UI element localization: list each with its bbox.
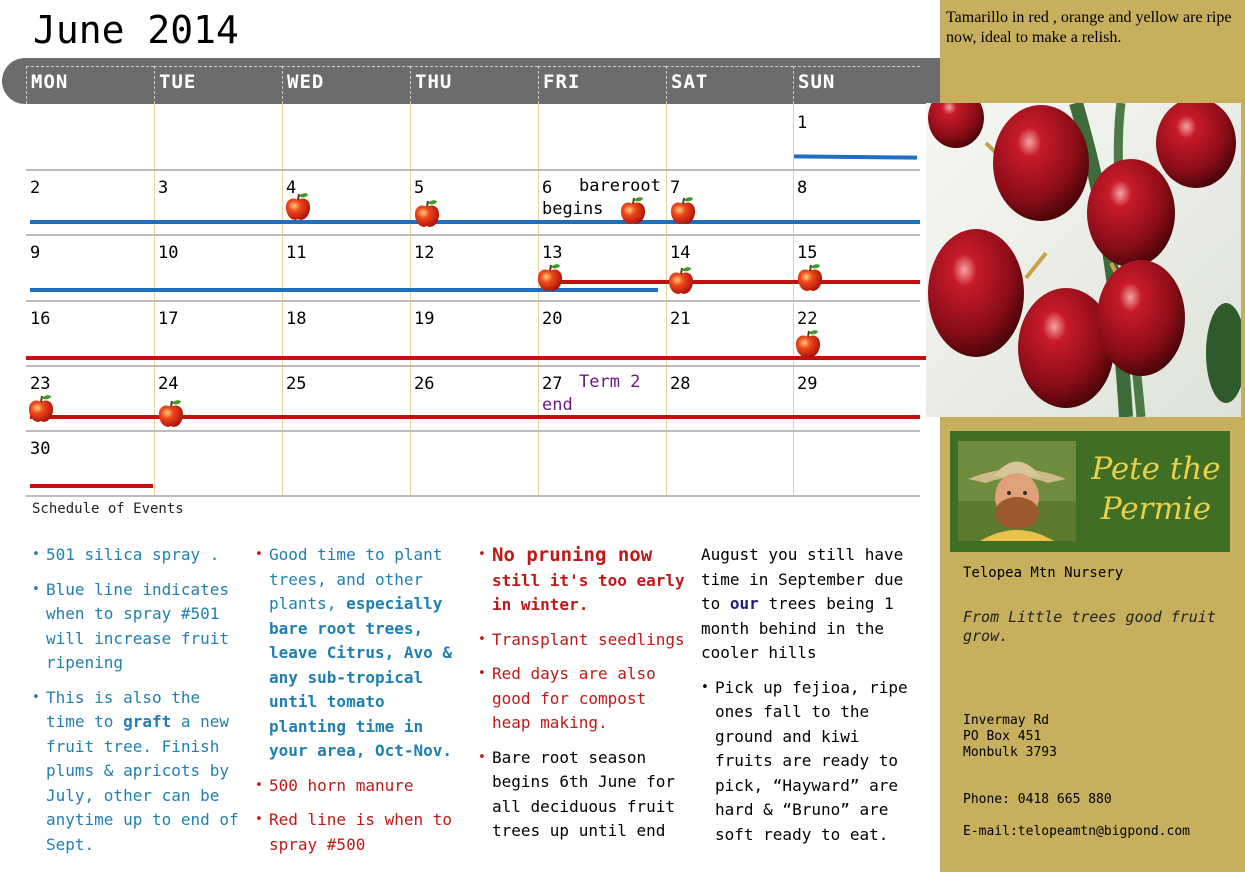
event-no-pruning: • No pruning now still it's too early in winter. bbox=[478, 543, 693, 618]
day-16: 16 bbox=[30, 309, 51, 329]
day-19: 19 bbox=[414, 309, 435, 329]
day-2: 2 bbox=[30, 178, 41, 198]
event-blue-line-note: • Blue line indicates when to spray #501 will increase fruit ripening bbox=[32, 578, 247, 676]
portrait-icon bbox=[958, 441, 1076, 541]
apple-icon bbox=[669, 196, 697, 226]
event-red-line-note: • Red line is when to spray #500 bbox=[255, 808, 465, 857]
grid-row-divider bbox=[26, 300, 920, 302]
apple-icon bbox=[796, 263, 824, 293]
apple-icon bbox=[619, 196, 647, 226]
apple-icon bbox=[27, 394, 55, 424]
weekday-header-fri: FRI bbox=[538, 66, 666, 104]
apple-icon bbox=[667, 266, 695, 296]
day-11: 11 bbox=[286, 243, 307, 263]
day-27: 27 bbox=[542, 374, 563, 394]
day-5: 5 bbox=[414, 178, 425, 198]
day-1: 1 bbox=[797, 113, 808, 133]
spray-501-line bbox=[30, 220, 920, 224]
weekday-header-sat: SAT bbox=[666, 66, 793, 104]
apple-icon bbox=[794, 329, 822, 359]
calendar-grid bbox=[26, 66, 920, 496]
apple-icon bbox=[413, 199, 441, 229]
pete-the-permie-logo bbox=[950, 431, 1230, 552]
day-26: 26 bbox=[414, 374, 435, 394]
events-column-3 bbox=[478, 543, 693, 854]
schedule-heading: Schedule of Events bbox=[32, 501, 184, 517]
address-street: Invermay Rd bbox=[963, 713, 1050, 728]
day-6: 6 bbox=[542, 178, 553, 198]
spray-500-line bbox=[558, 280, 920, 284]
event-transplant: • Transplant seedlings bbox=[478, 628, 693, 653]
event-planting-note: • Good time to plant trees, and other plants, especially bare root trees, leave Citrus, Avo & any sub-tropical until tomato planting time in your area, Oct-Nov. bbox=[255, 543, 465, 764]
day-4: 4 bbox=[286, 178, 297, 198]
day-15: 15 bbox=[797, 243, 818, 263]
day-17: 17 bbox=[158, 309, 179, 329]
logo-text: Pete the Permie bbox=[1091, 451, 1221, 527]
tamarillo-photo bbox=[926, 103, 1241, 417]
august-note: August you still have time in September due to our trees being 1 month behind in the cooler hills bbox=[701, 545, 904, 662]
address-po-box: PO Box 451 bbox=[963, 729, 1042, 744]
nursery-slogan: From Little trees good fruit grow. bbox=[963, 608, 1216, 645]
nursery-name: Telopea Mtn Nursery bbox=[963, 565, 1124, 581]
day-29: 29 bbox=[797, 374, 818, 394]
event-fejioa-kiwi: • Pick up fejioa, ripe ones fall to the ground and kiwi fruits are ready to pick, “Hayward” are hard & “Bruno” are soft ready to eat. bbox=[701, 676, 916, 848]
event-horn-manure: • 500 horn manure bbox=[255, 774, 465, 799]
day-3: 3 bbox=[158, 178, 169, 198]
address-town: Monbulk 3793 bbox=[963, 745, 1057, 760]
day-20: 20 bbox=[542, 309, 563, 329]
weekday-header-mon: MON bbox=[26, 66, 154, 104]
phone-number: Phone: 0418 665 880 bbox=[963, 792, 1112, 807]
day-24: 24 bbox=[158, 374, 179, 394]
day-6-note: bareroot begins bbox=[542, 176, 661, 219]
events-column-2 bbox=[255, 543, 465, 867]
event-compost: • Red days are also good for compost heap making. bbox=[478, 662, 693, 736]
day-7: 7 bbox=[670, 178, 681, 198]
day-21: 21 bbox=[670, 309, 691, 329]
apple-icon bbox=[536, 263, 564, 293]
spray-500-line bbox=[30, 484, 153, 488]
grid-row-divider bbox=[26, 430, 920, 432]
day-14: 14 bbox=[670, 243, 691, 263]
grid-row-divider bbox=[26, 169, 920, 171]
day-10: 10 bbox=[158, 243, 179, 263]
grid-row-divider bbox=[26, 495, 920, 497]
weekday-header-thu: THU bbox=[410, 66, 538, 104]
day-18: 18 bbox=[286, 309, 307, 329]
day-12: 12 bbox=[414, 243, 435, 263]
apple-icon bbox=[157, 399, 185, 429]
day-25: 25 bbox=[286, 374, 307, 394]
day-23: 23 bbox=[30, 374, 51, 394]
photo-caption: Tamarillo in red , orange and yellow are ripe now, ideal to make a relish. bbox=[946, 9, 1232, 46]
email-address: E-mail:telopeamtn@bigpond.com bbox=[963, 824, 1190, 839]
weekday-header-wed: WED bbox=[282, 66, 410, 104]
apple-icon bbox=[284, 192, 312, 222]
day-13: 13 bbox=[542, 243, 563, 263]
event-graft-note: • This is also the time to graft a new fruit tree. Finish plums & apricots by July, other can be anytime up to end of Sept. bbox=[32, 686, 247, 858]
page-title: June 2014 bbox=[33, 8, 239, 52]
day-22: 22 bbox=[797, 309, 818, 329]
day-30: 30 bbox=[30, 439, 51, 459]
weekday-header-sun: SUN bbox=[793, 66, 920, 104]
day-9: 9 bbox=[30, 243, 41, 263]
event-silica-spray: • 501 silica spray . bbox=[32, 543, 247, 568]
day-8: 8 bbox=[797, 178, 808, 198]
weekday-header-tue: TUE bbox=[154, 66, 282, 104]
grid-row-divider bbox=[26, 365, 920, 367]
spray-500-line bbox=[26, 356, 926, 360]
grid-row-divider bbox=[26, 234, 920, 236]
day-27-note: Term 2 end bbox=[542, 372, 641, 415]
spray-501-line bbox=[794, 154, 917, 159]
events-column-4 bbox=[701, 543, 916, 857]
event-bare-root-season: • Bare root season begins 6th June for all deciduous fruit trees up until end bbox=[478, 746, 693, 844]
events-column-1 bbox=[32, 543, 247, 867]
day-28: 28 bbox=[670, 374, 691, 394]
